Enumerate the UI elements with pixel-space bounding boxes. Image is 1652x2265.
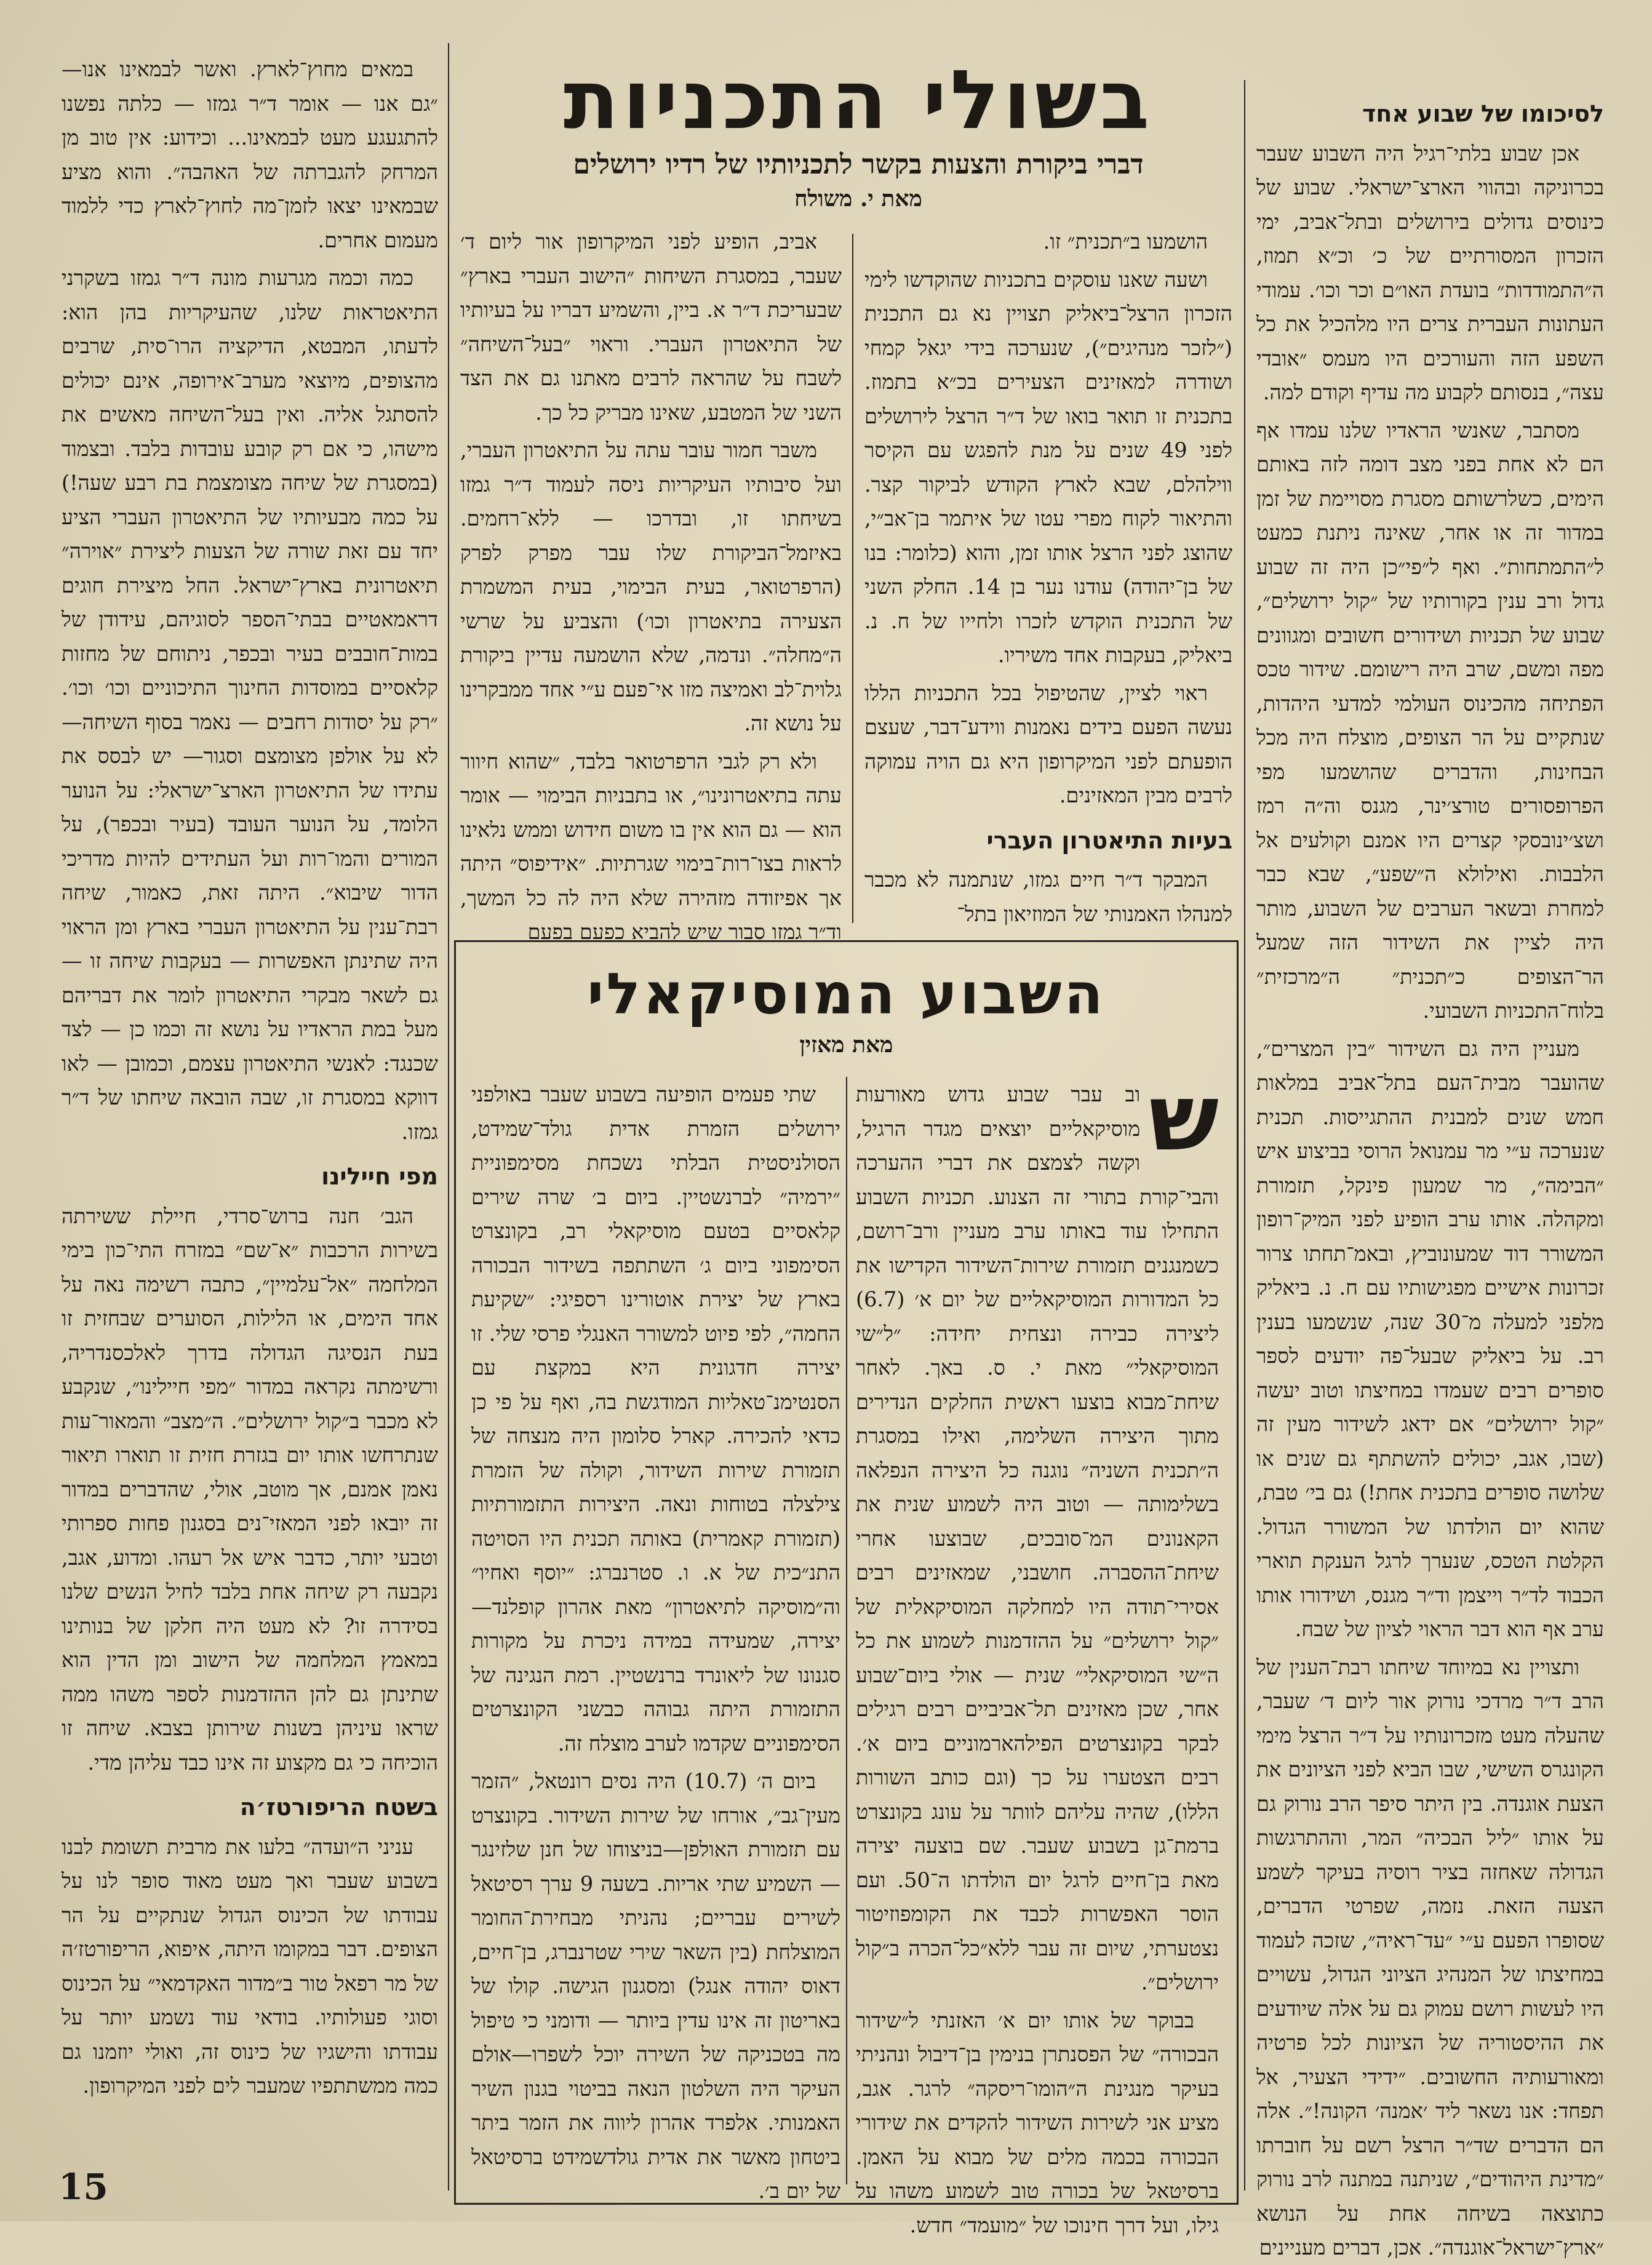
column-divider — [448, 43, 449, 2191]
paragraph: אכן שבוע בלתי־רגיל היה השבוע שעבר בכרוניקה ובהווי הארצ־ישראלי. שבוע של כינוסים גדולים בירושלים ובתל־אביב, ימי הזכרון המסורתיים של כ׳ וכ״א תמוז, ה״התמודדות״ בועדת האו״ם וכר וכו׳. עמודי העתונות העברית צרים היו מלהכיל את כל השפע הזה והעורכים היו מעמס ״אובדי עצה״, בנסותם לקבוע מה עדיף וקודם למה. — [1256, 141, 1604, 404]
paragraph: ושעה שאנו עוסקים בתכניות שהוקדשו לימי הזכרון הרצל־ביאליק תצויין נא גם התכנית (״לזכר מנהיגים״), שנערכה בידי יגאל קמחי ושודרה למאזינים הצעירים בכ״א בתמוז. בתכנית זו תואר בואו של ד״ר הרצל לירושלים לפני 49 שנים על מנת להפגש עם הקיסר ווילהלם, שבא לארץ הקודש לביקור קצר. והתיאור לקוח מפרי עטו של איתמר בן־אב״י, שהוצג לפני הרצל אותו זמן, והוא (כלומר: בנו של בן־יהודה) עודנו נער בן 14. החלק השני של התכנית הוקדש לזכרו ולחייו של ח. נ. ביאליק, בעקבות אחד משיריו. — [864, 267, 1232, 667]
music-article-box — [454, 940, 1239, 2237]
column-1 — [1256, 86, 1604, 2259]
article-subtitle: דברי ביקורת והצעות בקשר לתכניותיו של רדיו ירושלים — [573, 149, 1144, 180]
paragraph: במאים מחוץ־לארץ. ואשר לבמאינו אנו— ״גם אנו — אומר ד״ר גמזו — כלתה נפשנו להתגעגע מעט לבמאינו... וכידוע: אין טוב מן המרחק להגברתה של האהבה״. והוא מציע שבמאינו יצאו לזמן־מה לחוץ־לארץ כדי ללמוד מעמום אחרים. — [62, 57, 438, 252]
paragraph: אביב, הופיע לפני המיקרופון אור ליום ד׳ שעבר, במסגרת השיחות ״הישוב העברי בארץ״ שבעריכת ד״ר א. ביין, והשמיע דבריו על בעיותיו של התיאטרון העברי. וראוי ״בעל־השיחה״ לשבח על שהראה לרבים מאתנו גם את הצד השני של המטבע, שאינו מבריק כל כך. — [460, 230, 842, 425]
column-3 — [460, 225, 842, 944]
column-divider — [852, 234, 853, 923]
article-byline: מאת י. משולח — [794, 186, 922, 212]
paragraph: הושמעו ב״תכנית״ זו. — [1043, 230, 1208, 254]
paragraph: בבוקר של אותו יום א׳ האזנתי ל״שידור הבכורה״ של הפסנתרן בנימין בן־דיבול ונהניתי בעיקר מנגינת ה״הומו־ריסקה״ לרגר. אגב, מציע אני לשירות השידור להקדים את שידורי הבכורה בכמה מלים של מבוא על האמן. ברסיטאל של בכורה טוב לשמוע משהו על גילו, ועל דרך חינוכו של ״מועמד״ חדש. — [856, 2008, 1219, 2237]
section-heading: בעיות התיאטרון העברי — [986, 826, 1232, 854]
paragraph: ראוי לציין, שהטיפול בכל התכניות הללו נעשה הפעם בידים נאמנות ווידע־דבר, שעצם הופעתם לפני המיקרופון היא גם הויה עמוקה לרבים מבין המאזינים. — [864, 681, 1232, 807]
paragraph: הגב׳ חנה ברוש־סרדי, חיילת ששירתה בשירות הרכבות ״א־שם״ במזרח התי־כון בימי המלחמה ״אל־עלמיין״, כתבה רשימה נאה על אחד הימים, או הלילות, הסוערים שבחזית זו בעת הנסיגה הגדולה בדרך לאלכסנדריה, ורשימתה נקראה במדור ״מפי חיילינו״, שנקבע לא מכבר ב״קול ירושלים״. ה״מצב״ והמאור־עות שנתרחשו אותו יום בגזרת חזית זו תוארו תיאור נאמן אמנם, אך מוטב, אולי, שהדברים במדור זה יובאו לפני המאזי־נים בסגנון פחות ספרותי וטבעי יותר, כדבר איש אל רעהו. ומדוע, אגב, נקבעה רק שיחה אחת בלבד לחיל הנשים שלנו בסידרה זו? לא מעט היה חלקן של בנותינו במאמץ המלחמה של הישוב ומן הדין הוא שתינתן גם להן ההזדמנות לספר משהו ממה שראו עיניהן בשנות שירותן בצבא. שיחה זו הוכיחה כי גם מקצוע זה אינו כבד עליהן מדי. — [62, 1204, 438, 1775]
column-divider — [1244, 80, 1245, 2191]
article-title: בשולי התכניות — [563, 53, 1154, 148]
music-article-title: השבוע המוסיקאלי — [587, 961, 1106, 1027]
paragraph: עניני ה״ועדה״ בלעו את מרבית תשומת לבנו בשבוע שעבר ואך מעט מאוד סופר לנו על עבודתו של הכינוס הגדול שנתקיים על הר הצופים. דבר במקומו היתה, איפוא, הריפורטז׳ה של מר רפאל טור ב״מדור האקדמאי״ על הכינוס וסוגי פעולותיו. בודאי עוד נשמע יותר על עבודתו והישגיו של כינוס זה, ואולי יוזמנו גם כמה ממשתתפיו שמעבר לים לפני המיקרופון. — [62, 1834, 438, 2098]
paragraph: ותצויין נא במיוחד שיחתו רבת־הענין של הרב ד״ר מרדכי נורוק אור ליום ד׳ שעבר, שהעלה מעט מזכרונותיו על ד״ר הרצל מימי הקונגרס השישי, שבו הביא לפני הציונים את הצעת אוגנדה. בין היתר סיפר הרב נורוק גם על אותו ״ליל הבכיה״ המר, וההתרגשות הגדולה שאחזה בציר רוסיה בעיקר לשמע הצעה הזאת. נזמה, שפרטי הדברים, שסופרו הפעם ע״י ״עד־ראיה״, שזכה לעמוד במחיצתו של המנהיג הציוני הגדול, עשויים היו לעשות רושם עמוק גם על אלה שיודעים את ההיסטוריה של הציונות לכל פרטיה ומאורעותיה החשובים. ״ידידי הצעיר, אל תפחד: אנו נשאר ליד ׳אמנה׳ הקונה!״. אלה הם הדברים שד״ר הרצל רשם על חוברתו ״מדינת היהודים״, שניתנה במתנה לרב נורוק כתוצאה בשיחה אחת על הנושא ״ארץ־ישראל־אוגנדה״. אכן, דברים מעניינים — [1256, 1655, 1604, 2259]
section-heading: בשטח הריפורטז׳ה — [239, 1794, 438, 1821]
dropcap: ש — [1149, 1065, 1219, 1172]
page-number: 15 — [58, 2166, 108, 2208]
paragraph: כמה וכמה מגרעות מונה ד״ר גמזו בשקרני התיאטראות שלנו, שהעיקריות בהן הוא: לדעתו, המבטא, הדיקציה הרו־סית, שרבים מהצופים, מיוצאי מערב־אירופה, אינם יכולים להסתגל אליה. ואין בעל־השיחה מאשים את מישהו, כי אם רק קובע עובדות בלבד. ובצמוד (במסגרת של שיחה מצומצמת בת רבע שעה!) על כמה מבעיותיו של התיאטרון העברי הציע יחד עם זאת שורה של הצעות ליצירת ״אוירה״ תיאטרונית בארץ־ישראל. החל מיצירת חוגים דראמאטיים בבתי־הספר לסוגיהם, עידודן של במות־חובבים בעיר ובכפר, ניתוחם של מחזות קלאסיים במוסדות החינוך התיכוניים וכו׳ וכו׳. ״רק על יסודות רחבים — נאמר בסוף השיחה—לא על אולפן מצומצם וסגור— יש לבסס את עתידו של התיאטרון הארצ־ישראלי: על הנוער הלומד, על הנוער העובד (בעיר ובכפר), על המורים והמו־רות ועל העתידים להיות מדריכי הדור שיבוא״. היתה זאת, כאמור, שיחה רבת־ענין על התיאטרון העברי בארץ ומן הראוי היה שתינתן האפשרות — בעקבות שיחה זו — גם לשאר מבקרי התיאטרון לומר את דבריהם מעל במת הראדיו על נושא זה וכמו כן — לצד שכנגד: לאנשי התיאטרון עצמם, וכמובן — לאו דווקא במסגרת זו, שבה הובאה שיחתו של ד״ר גמזו. — [62, 266, 438, 1144]
paragraph: המבקר ד״ר חיים גמזו, שנתמנה לא מכבר למנהלו האמנותי של המוזיאון בתל־ — [864, 868, 1232, 926]
music-column-right — [856, 1065, 1219, 2237]
column-2 — [864, 225, 1232, 926]
section-heading: מפי חיילינו — [321, 1163, 438, 1190]
paragraph: מעניין היה גם השידור ״בין המצרים״, שהועבר מבית־העם בתל־אביב במלאות חמש שנים למבנית ההתגייסות. תכנית שנערכה ע״י מר עמנואל הרוסי בביצוע איש ״הבימה״, מר שמעון פינקל, תזמורת ומקהלה. אותו ערב הופיע לפני המיק־רופון המשורר דוד שמעונוביץ, ובאמ־תחתו צרור זכרונות אישיים מפגישותיו עם ח. נ. ביאליק מלפני למעלה מ־30 שנה, שנשמעו בענין רב. על ביאליק שבעל־פה יודעים לספר סופרים רבים שעמדו במחיצתו וטוב יעשה ״קול ירושלים״ אם ידאג לשידור מעין זה (שבו, אגב, יכולים להשתתף גם שנים או שלושה סופרים בתכנית אחת!) גם בי׳ טבת, שהוא יום הולדתו של המשורר הגדול. הקלטת הטכס, שנערך לרגל הענקת תוארי הכבוד לד״ר וייצמן וד״ר מגנס, ושידורו אותו ערב אף הוא דבר הראוי לציון של שבח. — [1256, 1036, 1604, 1641]
paragraph: שתי פעמים הופיעה בשבוע שעבר באולפני ירושלים הזמרת אדית גולד־שמידט, הסולניסטית הבלתי נשכחת מסימפוניית ״ירמיה״ לברנשטיין. ביום ב׳ שרה שירים קלאסיים בטעם מוסיקאלי רב, בקונצרט הסימפוני ביום ג׳ השתתפה בשידור הבכורה בארץ של יצירת אוטורינו רספיגי: ״שקיעת החמה״, לפי פיוט למשורר האנגלי פרסי שלי. זו יצירה חדגונית היא במקצת עם הסנטימנ־טאליות המודגשת בה, ואף על פי כן כדאי להכירה. קארל סלומון היה מנצחה של תזמורת שירות השידור, וקולה של הזמרת צילצלה בטוחות ונאה. היצירות התזמורתיות (תזמורת קאמרית) באותה תכנית היו הסויטה התנ״כית של א. ו. סטרנברג: ״יוסף ואחיו״ וה״מוסיקה לתיאטרון״ מאת אהרון קופלנד—יצירה, שמעידה במידה ניכרת על מקורות סגנונו של ליאונרד ברנשטיין. רמת הנגינה של התזמורת היתה גבוהה כבשני הקונצרטים הסימפוניים שקדמו לערב מוצלח זה. — [471, 1082, 840, 1756]
music-column-left — [471, 1077, 840, 2203]
paragraph: ולא רק לגבי הרפרטואר בלבד, ״שהוא חיוור עתה בתיאטרונינו״, או בתבניות הבימוי — אומר הוא — גם הוא אין בו משום חידוש וממש נלאינו לראות בצו־רות־בימוי שגרתיות. ״אידיפוס״ היתה אך אפיזודה מזהירה שלא היה לה כל המשך, וד״ר גמזו סבור שיש להביא כפעם בפעם — [460, 749, 842, 944]
paragraph — [856, 1065, 1219, 2000]
paragraph: משבר חמור עובר עתה על התיאטרון העברי, ועל סיבותיו העיקריות ניסה לעמוד ד״ר גמזו בשיחתו זו, ובדרכו — ללא־רחמים. באיזמל־הביקורת שלו עבר מפרק לפרק (הרפרטואר, בעית הבימוי, בעית המשמרת הצעירה בתיאטרון וכו׳) והצביע על שרשי ה״מחלה״. ונדמה, שלא הושמעה עדיין ביקורת גלוית־לב ואמיצה מזו אי־פעם ע״י אחד ממבקרינו על נושא זה. — [460, 438, 842, 735]
section-heading: לסיכומו של שבוע אחד — [1362, 100, 1604, 127]
music-article-byline: מאת מאזין — [799, 1032, 893, 1058]
paragraph: ביום ה׳ (10.7) היה נסים רונטאל, ״הזמר מעין־גב״, אורחו של שירות השידור. בקונצרט עם תזמורת האולפן—בניצוחו של חנן שלזינגר — השמיע שתי אריות. בשעה 9 ערך רסיטאל לשירים עבריים; נהניתי מבחירת־החומר המוצלחת (בין השאר שירי שטרנברג, בן־חיים, דאוס יהודה אנגל) ומסגנון הגישה. קולו של באריטון זה אינו עדין ביותר — ודומני כי טיפול מה בטכניקה של השירה יוכל לשפרו—אולם העיקר היה השלטון הנאה בביטוי בגנון השיר האמנותי. אלפרד אהרון ליווה את הזמר ביתר ביטחון מאשר את אדית גולדשמידט ברסיטאל של יום ב׳. — [471, 1769, 840, 2203]
column-4 — [62, 52, 438, 2144]
paragraph-text: וב עבר שבוע גדוש מאורעות מוסיקאליים יוצאים מגדר הרגיל, וקשה לצמצם את דברי ההערכה והבי־קורת בתורי זה הצנוע. תכניות השבוע התחילו עוד באותו ערב מעניין ורב־רושם, כשמנגנים תזמורת שירות־השידור הקדישו את כל המדורות המוסיקאליים של יום א׳ (6.7) ליצירה כבירה ונצחית יחידה: ״ל״שי המוסיקאלי״ מאת י. ס. באך. לאחר שיחת־מבוא בוצעו ראשית החלקים הנדירים מתוך היצירה השלימה, ואילו במסגרת ה״תכנית השניה״ נוגנה כל היצירה הנפלאה בשלימותה — וטוב היה לשמוע שנית את הקאנונים המ־סובכים, שבוצעו אחרי שיחת־ההסברה. חושבני, שמאזינים רבים אסירי־תודה היו למחלקה המוסיקאלית של ״קול ירושלים״ על ההזדמנות לשמוע את כל ה״שי המוסיקאלי״ שנית — אולי ביום־שבוע אחר, שכן מאזינים תל־אביביים רבים רגילים לבקר בקונצרטים הפילהארמוניים ביום א׳. רבים הצטערו על כך (וגם כותב השורות הללו), שהיה עליהם לוותר על עונג בקונצרט ברמת־גן בשבוע שעבר. שם בוצעה יצירה מאת בן־חיים לרגל יום הולדתו ה־50. ועם הוסר האפשרות לכבד את הקומפוזיטור נצטערתי, שיום זה עבר ללא״כל־הכרה ב״קול ירושלים״. — [856, 1082, 1219, 1994]
paragraph: מסתבר, שאנשי הראדיו שלנו עמדו אף הם לא אחת בפני מצב דומה לזה באותם הימים, כשלרשותם מסגרת מסויימת של זמן במדור זה או אחר, שאינה ניתנת כמעט ל״התמתחות״. ואף ל״פי״כן היה זה שבוע גדול ורב ענין בקורותיו של ״קול ירושלים״, שבוע של תכניות ושידורים חשובים ומגוונים מפה ומשם, שרב היה רישומם. שידור טכס הפתיחה מהכינוס העולמי למדעי היהדות, שנתקיים על הר הצופים, מוצלח היה מכל הבחינות, והדברים שהושמעו מפי הפרופסורים טורצ׳ינר, מגנס וה״ה רמז ושצ׳ינובסקי קצרים היו אמנם וקולעים אל הלבבות. ואילולא ה״שפע״, שבא כבר למחרת ובשאר הערבים של השבוע, מותר היה לציין את השידור הזה שמעל הר־הצופים כ״תכנית״ ה״מרכזית״ בלוח־התכניות השבועי. — [1256, 418, 1604, 1023]
